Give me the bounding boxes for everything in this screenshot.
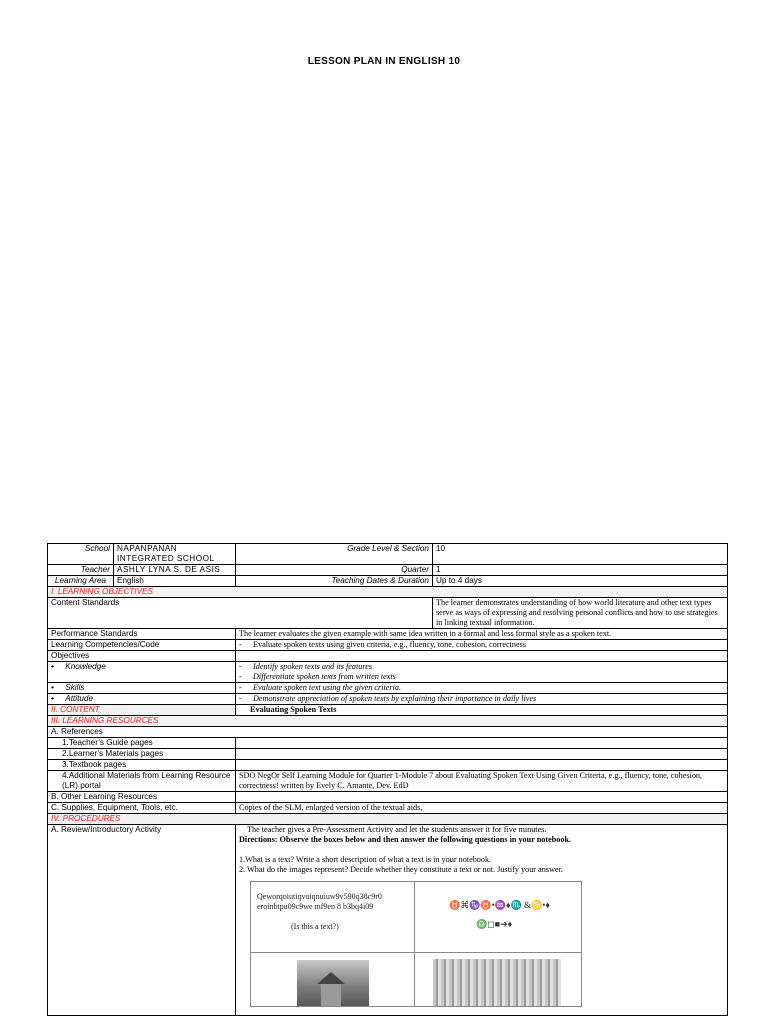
content-standards-text: The learner demonstrates understanding of how world literature and other text types serve as ways of expressing and resolving personal conflicts and how to use strategies in linking textual information. [433, 598, 728, 629]
competencies-text: - Evaluate spoken texts using given criteria, e.g., fluency, tone, cohesion, correctness [236, 640, 728, 651]
area-value: English [114, 576, 236, 587]
area-label: Learning Area [48, 576, 114, 587]
content-section-heading: II. CONTENT [48, 705, 236, 716]
grade-value: 10 [433, 544, 728, 565]
school-value: NAPANPANAN INTEGRATED SCHOOL [114, 544, 236, 565]
lesson-plan-table [47, 543, 728, 1016]
review-intro: The teacher gives a Pre-Assessment Activity and let the students answer it for five minutes. [247, 825, 547, 834]
quarter-value: 1 [433, 565, 728, 576]
content-standards-label: Content Standards [48, 598, 433, 629]
question-1: 1.What is a text? Write a short description of what a text is in your notebook. [239, 855, 492, 864]
procedures-section-heading: IV. PROCEDURES [48, 814, 728, 825]
activity-image-grid [250, 881, 582, 1007]
knowledge-text: - Identify spoken texts and its features - Differentiate spoken texts from written texts [236, 662, 728, 683]
attitude-text: - Demonstrate appreciation of spoken texts by explaining their importance in daily lives [236, 694, 728, 705]
skills-text: - Evaluate spoken text using the given criteria. [236, 683, 728, 694]
knowledge-label: • Knowledge [48, 662, 236, 683]
lr-text: SDO NegOr Self Learning Module for Quarter 1-Module 7 about Evaluating Spoken Text Using Given Criteria, e.g., fluency, tone, cohesion, correctness! written by Evely C. Amante, Dev. EdD [236, 771, 728, 792]
references-label: A. References [48, 727, 728, 738]
supplies-label: C. Supplies, Equipment, Tools, etc. [48, 803, 236, 814]
objectives-label: Objectives [48, 651, 236, 662]
tb-label: 3.Textbook pages [48, 760, 236, 771]
symbol-line-1: ♉⌘♑♉•♒♦♏ &♋•♦ [449, 900, 550, 910]
page-title: LESSON PLAN IN ENGLISH 10 [307, 56, 461, 67]
tg-label: 1.Teacher’s Guide pages [48, 738, 236, 749]
objectives-section-heading: I. LEARNING OBJECTIVES [48, 587, 728, 598]
skills-label: • Skills [48, 683, 236, 694]
code-text: Qeworqoiutiqvoiqnuiuw9v590q38c9r0 eroinbtpu09c9we mf9en 8 b3bq4i09 [257, 892, 382, 911]
school-row [48, 544, 728, 565]
lr-label: 4.Additional Materials from Learning Resource (LR) portal [48, 771, 236, 792]
review-directions: Directions: Observe the boxes below and then answer the following questions in your notebook. [239, 835, 572, 844]
other-resources-label: B. Other Learning Resources [48, 792, 236, 803]
grade-label: Grade Level & Section [236, 544, 433, 565]
teacher-row [48, 565, 728, 576]
competencies-label: Learning Competencies/Code [48, 640, 236, 651]
lm-label: 2.Learner’s Materials pages [48, 749, 236, 760]
school-label: School [48, 544, 114, 565]
review-content [236, 825, 728, 1016]
performance-standards-text: The learner evaluates the given example with same idea written in a formal and less formal style as a spoken text. [236, 629, 728, 640]
dates-value: Up to 4 days [433, 576, 728, 587]
review-label: A. Review/Introductory Activity [48, 825, 236, 1016]
quarter-label: Quarter [236, 565, 433, 576]
code-question: (Is this a text?) [291, 922, 339, 931]
performance-standards-label: Performance Standards [48, 629, 236, 640]
symbol-line-2: ♎◻■➔♦ [476, 919, 513, 929]
question-2: 2. What do the images represent? Decide whether they constitute a text or not. Justify your answer. [239, 865, 563, 874]
resources-section-heading: III. LEARNING RESOURCES [48, 716, 728, 727]
teacher-value: ASHLY LYNA S. DE ASIS [114, 565, 236, 576]
teacher-label: Teacher [48, 565, 114, 576]
supplies-text: Copies of the SLM, enlarged version of the textual aids, [236, 803, 728, 814]
area-row [48, 576, 728, 587]
content-text: Evaluating Spoken Texts [236, 705, 728, 716]
house-photo [297, 960, 369, 1006]
dates-label: Teaching Dates & Duration [236, 576, 433, 587]
attitude-label: • Attitude [48, 694, 236, 705]
hieroglyph-image [433, 959, 561, 1006]
